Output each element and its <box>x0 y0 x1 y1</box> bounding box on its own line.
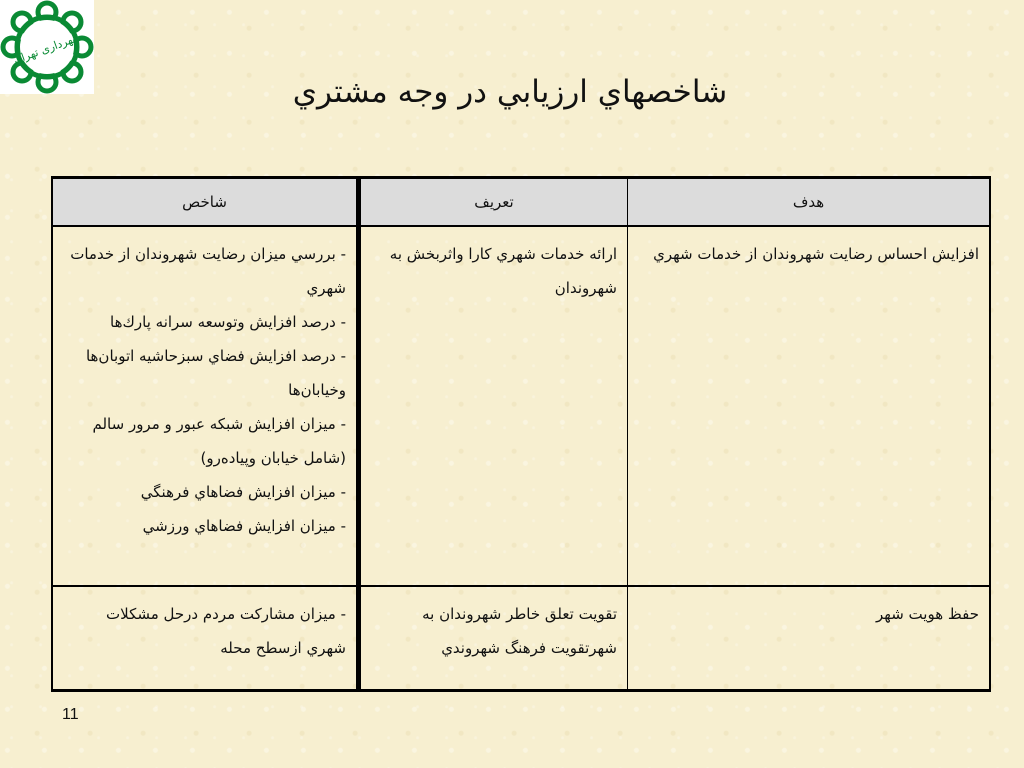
indicator-item: - ميزان افزايش شبكه عبور و مرور سالم (شامل خيابان وپياده‌رو) <box>92 415 346 467</box>
header-hadaf: هدف <box>628 178 991 227</box>
cell-shakhes <box>52 226 359 586</box>
table-row <box>52 586 990 691</box>
cell-shakhes <box>52 586 359 691</box>
table-row <box>52 226 990 586</box>
header-shakhes: شاخص <box>52 178 359 227</box>
indicator-item: - ميزان مشاركت مردم درحل مشكلات شهري ازسطح محله <box>106 605 346 657</box>
cell-hadaf: افزايش احساس رضايت شهروندان از خدمات شهري <box>628 226 991 586</box>
tehran-emblem-icon <box>0 0 94 94</box>
indicator-item: - بررسي ميزان رضايت شهروندان از خدمات شهري <box>70 245 346 297</box>
indicator-item: - درصد افزايش فضاي سبزحاشيه اتوبان‌ها وخيابان‌ها <box>85 347 346 399</box>
slide-number: 11 <box>62 706 79 723</box>
logo-text: شهرداری تهران <box>11 30 84 67</box>
header-tarif: تعريف <box>359 178 628 227</box>
cell-tarif: ارائه خدمات شهري كارا واثربخش به شهروندان <box>359 226 628 586</box>
municipality-logo <box>0 0 94 94</box>
indicators-table <box>51 176 991 692</box>
cell-hadaf: حفظ هويت شهر <box>628 586 991 691</box>
indicator-item: - ميزان افزايش فضاهاي ورزشي <box>142 517 346 535</box>
cell-tarif: تقويت تعلق خاطر شهروندان به شهرتقويت فرهنگ شهروندي <box>359 586 628 691</box>
indicator-item: - درصد افزايش وتوسعه سرانه پارك‌ها <box>110 313 346 331</box>
table-header-row <box>52 178 990 227</box>
indicator-item: - ميزان افزايش فضاهاي فرهنگي <box>140 483 346 501</box>
slide-title: شاخصهاي ارزيابي در وجه مشتري <box>292 74 728 110</box>
